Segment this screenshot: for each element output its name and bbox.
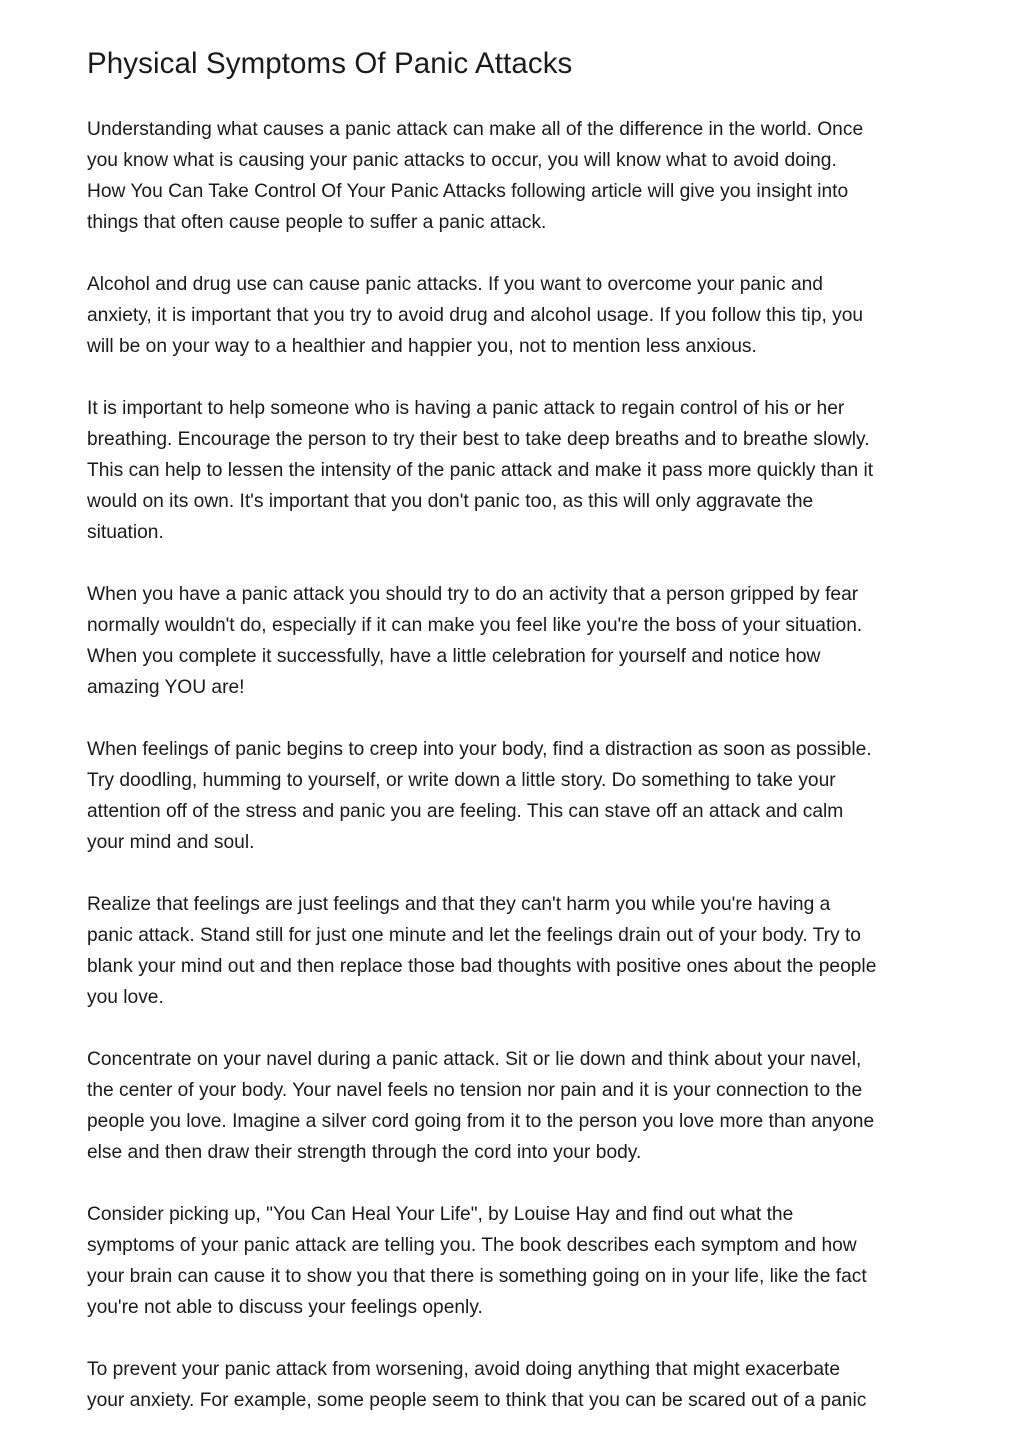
text-line: you're not able to discuss your feelings openly. xyxy=(87,1297,483,1318)
text-line: people you love. Imagine a silver cord going from it to the person you love more than anyone xyxy=(87,1111,875,1132)
text-line: attention off of the stress and panic you are feeling. This can stave off an attack and calm xyxy=(87,801,844,822)
document-page xyxy=(87,44,947,1447)
text-line: else and then draw their strength through the cord into your body. xyxy=(87,1142,642,1163)
text-line: your brain can cause it to show you that there is something going on in your life, like the fact xyxy=(87,1266,867,1287)
text-line: To prevent your panic attack from worsening, avoid doing anything that might exacerbate xyxy=(87,1359,841,1380)
paragraph-9 xyxy=(87,1354,947,1416)
text-line: things that often cause people to suffer a panic attack. xyxy=(87,212,547,233)
text-line: symptoms of your panic attack are telling you. The book describes each symptom and how xyxy=(87,1235,857,1256)
text-line: When you have a panic attack you should try to do an activity that a person gripped by fear xyxy=(87,584,859,605)
text-line: Try doodling, humming to yourself, or write down a little story. Do something to take your xyxy=(87,770,836,791)
text-line: It is important to help someone who is having a panic attack to regain control of his or her xyxy=(87,398,845,419)
text-line: normally wouldn't do, especially if it can make you feel like you're the boss of your situation. xyxy=(87,615,863,636)
text-line: would on its own. It's important that you don't panic too, as this will only aggravate the xyxy=(87,491,814,512)
page-title: Physical Symptoms Of Panic Attacks xyxy=(87,47,573,80)
text-line: This can help to lessen the intensity of the panic attack and make it pass more quickly than it xyxy=(87,460,874,481)
text-line: the center of your body. Your navel feels no tension nor pain and it is your connection to the xyxy=(87,1080,863,1101)
paragraph-2 xyxy=(87,269,947,362)
text-line: Consider picking up, "You Can Heal Your Life", by Louise Hay and find out what the xyxy=(87,1204,794,1225)
paragraph-1 xyxy=(87,114,947,238)
text-line: your anxiety. For example, some people seem to think that you can be scared out of a panic xyxy=(87,1390,867,1411)
text-line: Alcohol and drug use can cause panic attacks. If you want to overcome your panic and xyxy=(87,274,823,295)
paragraph-7 xyxy=(87,1044,947,1168)
text-line: situation. xyxy=(87,522,164,543)
text-line: Understanding what causes a panic attack can make all of the difference in the world. Once xyxy=(87,119,864,140)
text-line: breathing. Encourage the person to try their best to take deep breaths and to breathe slowly. xyxy=(87,429,870,450)
text-line: will be on your way to a healthier and happier you, not to mention less anxious. xyxy=(87,336,757,357)
text-line: panic attack. Stand still for just one minute and let the feelings drain out of your body. Try to xyxy=(87,925,861,946)
paragraph-4 xyxy=(87,579,947,703)
paragraph-5 xyxy=(87,734,947,858)
text-line: Realize that feelings are just feelings and that they can't harm you while you're having a xyxy=(87,894,831,915)
text-line: How You Can Take Control Of Your Panic Attacks following article will give you insight into xyxy=(87,181,849,202)
text-line: When you complete it successfully, have a little celebration for yourself and notice how xyxy=(87,646,821,667)
text-line: your mind and soul. xyxy=(87,832,255,853)
paragraph-6 xyxy=(87,889,947,1013)
paragraph-3 xyxy=(87,393,947,548)
text-line: you love. xyxy=(87,987,164,1008)
text-line: amazing YOU are! xyxy=(87,677,245,698)
text-line: When feelings of panic begins to creep into your body, find a distraction as soon as possible. xyxy=(87,739,872,760)
paragraph-8 xyxy=(87,1199,947,1323)
text-line: blank your mind out and then replace those bad thoughts with positive ones about the people xyxy=(87,956,877,977)
text-line: Concentrate on your navel during a panic attack. Sit or lie down and think about your navel, xyxy=(87,1049,862,1070)
text-line: you know what is causing your panic attacks to occur, you will know what to avoid doing. xyxy=(87,150,837,171)
text-line: anxiety, it is important that you try to avoid drug and alcohol usage. If you follow this tip, you xyxy=(87,305,864,326)
